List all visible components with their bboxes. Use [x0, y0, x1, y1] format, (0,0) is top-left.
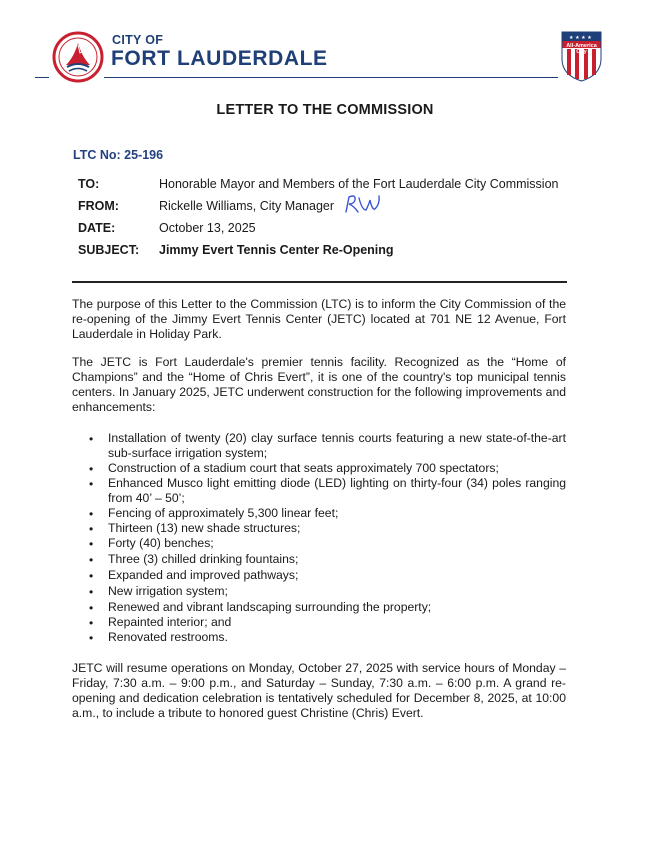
city-seal-icon	[52, 31, 104, 83]
list-item: Forty (40) benches;	[108, 536, 214, 550]
city-of-label: CITY OF	[112, 33, 164, 47]
list-item: Three (3) chilled drinking fountains;	[108, 552, 299, 566]
list-item: New irrigation system;	[108, 584, 228, 598]
section-divider	[72, 281, 567, 283]
list-item: Installation of twenty (20) clay surface tennis courts featuring a new state-of-the-art sub-surface irrigation system;	[108, 431, 566, 460]
list-item: Repainted interior; and	[108, 615, 232, 629]
bullet-marker: •	[89, 569, 94, 583]
list-item: Thirteen (13) new shade structures;	[108, 521, 301, 535]
list-item: Enhanced Musco light emitting diode (LED) lighting on thirty-four (34) poles ranging from 40’ – 50’;	[108, 476, 566, 505]
bullet-marker: •	[89, 462, 94, 476]
list-item: Fencing of approximately 5,300 linear feet;	[108, 506, 339, 520]
signature-initials	[342, 192, 386, 216]
subject-label: SUBJECT:	[78, 243, 140, 257]
to-label: TO:	[78, 177, 100, 191]
city-name: FORT LAUDERDALE	[111, 47, 328, 70]
ltc-number: LTC No: 25-196	[73, 148, 164, 162]
paragraph-purpose: The purpose of this Letter to the Commission (LTC) is to inform the City Commission of the re-opening of the Jimmy Evert Tennis Center (JETC) located at 701 NE 12 Avenue, Fort Lauderdale in Holiday Park.	[72, 297, 566, 341]
bullet-marker: •	[89, 631, 94, 645]
bullet-marker: •	[89, 477, 94, 491]
bullet-marker: •	[89, 522, 94, 536]
to-value: Honorable Mayor and Members of the Fort Lauderdale City Commission	[159, 177, 559, 191]
date-label: DATE:	[78, 221, 116, 235]
bullet-marker: •	[89, 432, 94, 446]
bullet-marker: •	[89, 553, 94, 567]
subject-value: Jimmy Evert Tennis Center Re-Opening	[159, 243, 394, 257]
document-title: LETTER TO THE COMMISSION	[216, 102, 434, 118]
from-label: FROM:	[78, 199, 119, 213]
bullet-marker: •	[89, 537, 94, 551]
date-value: October 13, 2025	[159, 221, 256, 235]
header-rule-left	[35, 77, 49, 78]
all-america-city-badge-icon	[561, 31, 602, 82]
list-item: Expanded and improved pathways;	[108, 568, 299, 582]
svg-text:★ ★ ★ ★: ★ ★ ★ ★	[569, 35, 592, 41]
bullet-marker: •	[89, 601, 94, 615]
list-item: Renewed and vibrant landscaping surrounding the property;	[108, 600, 432, 614]
paragraph-overview: The JETC is Fort Lauderdale's premier tennis facility. Recognized as the “Home of Champions” and the “Home of Chris Evert”, it is one of the country's top municipal tennis centers. In January 2025, JETC underwent construction for the following improvements and enhancements:	[72, 355, 566, 414]
list-item: Renovated restrooms.	[108, 630, 228, 644]
bullet-marker: •	[89, 507, 94, 521]
bullet-marker: •	[89, 616, 94, 630]
badge-text: All-America City	[566, 43, 597, 55]
list-item: Construction of a stadium court that seats approximately 700 spectators;	[108, 461, 499, 475]
from-value: Rickelle Williams, City Manager	[159, 199, 335, 213]
bullet-marker: •	[89, 585, 94, 599]
header-rule	[104, 77, 558, 78]
paragraph-reopening: JETC will resume operations on Monday, October 27, 2025 with service hours of Monday – Friday, 7:30 a.m. – 9:00 p.m., and Saturday – Sunday, 7:30 a.m. – 6:00 p.m. A grand re-opening and dedication celebration is tentatively scheduled for December 8, 2025, at 10:00 a.m., to include a tribute to honored guest Christine (Chris) Evert.	[72, 661, 566, 720]
